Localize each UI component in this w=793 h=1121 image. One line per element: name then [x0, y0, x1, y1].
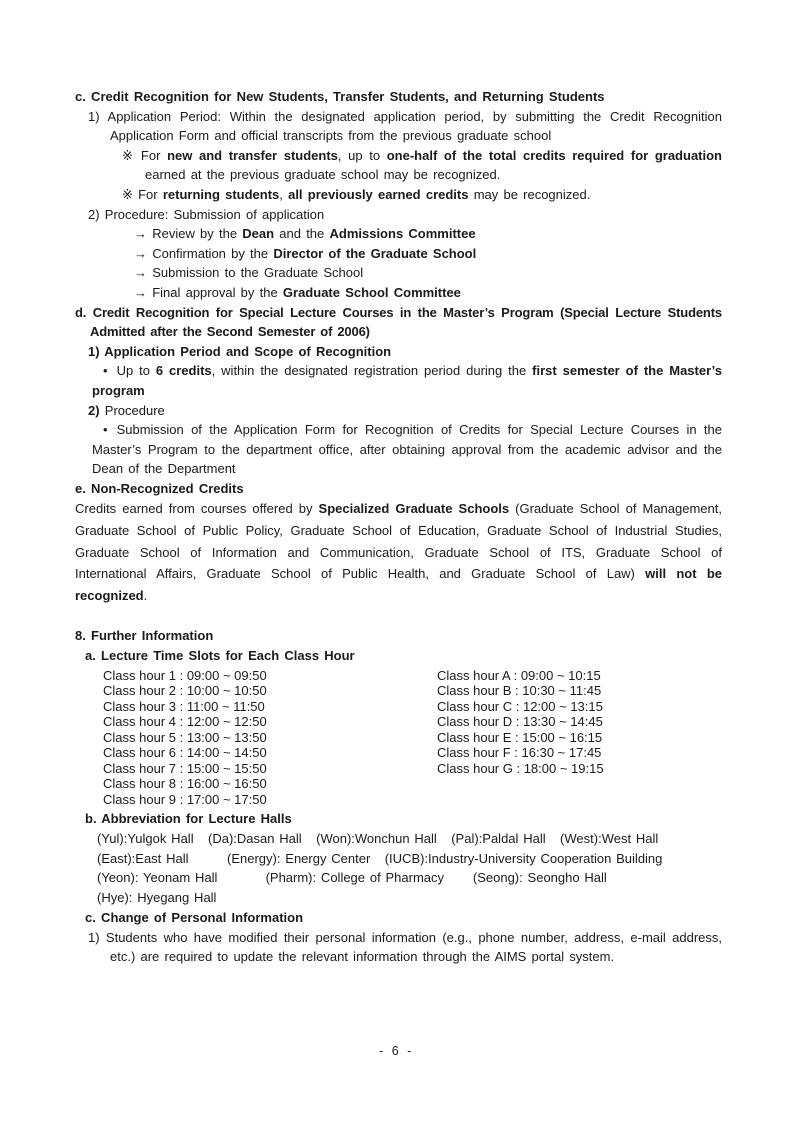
- item-1-application-scope: 1) Application Period and Scope of Recognition: [88, 343, 392, 359]
- class-hour-row: Class hour 2 : 10:00 ~ 10:50: [103, 683, 267, 699]
- class-hour-row: Class hour 4 : 12:00 ~ 12:50: [103, 714, 267, 730]
- class-hour-row: Class hour 3 : 11:00 ~ 11:50: [103, 698, 265, 714]
- item-1-personal-info: 1) Students who have modified their personal information (e.g., phone number, address, e-mail address, etc.) are required to update the relevant information through the AIMS portal system.: [88, 929, 722, 965]
- class-hour-row: Class hour 7 : 15:00 ~ 15:50: [103, 760, 267, 776]
- bullet-submission-form: • Submission of the Application Form for Recognition of Credits for Special Lecture Courses in the Master’s Program to the department office, after obtaining approval from the academic advisor and the Dean of the Department: [92, 422, 722, 477]
- section-d-heading: d. Credit Recognition for Special Lecture Courses in the Master’s Program (Special Lecture Students Admitted after the Second Semester of 2006): [75, 304, 722, 340]
- halls-line-3: (Yeon): Yeonam Hall (Pharm): College of Pharmacy (Seong): Seongho Hall: [97, 870, 607, 886]
- procedure-step-submission: → Submission to the Graduate School: [134, 265, 364, 281]
- class-hour-row: Class hour 6 : 14:00 ~ 14:50: [103, 745, 267, 761]
- class-hour-row: Class hour E : 15:00 ~ 16:15: [437, 729, 603, 745]
- class-hour-row: Class hour 8 : 16:00 ~ 16:50: [103, 776, 267, 792]
- document-body: [75, 87, 722, 967]
- procedure-step-confirmation: → Confirmation by the Director of the Graduate School: [134, 245, 477, 261]
- class-hour-row: Class hour F : 16:30 ~ 17:45: [437, 745, 602, 761]
- note-returning-students: ※ For returning students, all previously earned credits may be recognized.: [122, 186, 591, 202]
- halls-line-2: (East):East Hall (Energy): Energy Center (IUCB):Industry-University Cooperation Building: [97, 850, 663, 866]
- class-hour-table-left-column: [75, 668, 437, 808]
- class-hour-row: Class hour 5 : 13:00 ~ 13:50: [103, 729, 267, 745]
- procedure-step-review: → Review by the Dean and the Admissions Committee: [134, 226, 476, 242]
- class-hour-row: Class hour 1 : 09:00 ~ 09:50: [103, 667, 267, 683]
- page-number: - 6 -: [379, 1044, 414, 1058]
- class-hour-table-right-column: [437, 668, 722, 808]
- class-hour-row: Class hour 9 : 17:00 ~ 17:50: [103, 791, 267, 807]
- procedure-step-final-approval: → Final approval by the Graduate School Committee: [134, 284, 461, 300]
- class-hour-row: Class hour G : 18:00 ~ 19:15: [437, 760, 604, 776]
- class-hour-row: Class hour C : 12:00 ~ 13:15: [437, 698, 603, 714]
- bullet-icon: •: [103, 363, 108, 379]
- section-8-heading: 8. Further Information: [75, 628, 214, 644]
- section-gap: [75, 606, 722, 626]
- item-1-application-period: 1) Application Period: Within the designated application period, by submitting the Credit Recognition Application Form and official transcripts from the previous graduate school: [88, 108, 722, 144]
- section-8a-heading: a. Lecture Time Slots for Each Class Hour: [85, 648, 355, 664]
- bullet-six-credits: • Up to 6 credits, within the designated registration period during the first semester of the Master’s program: [92, 363, 722, 398]
- section-e-heading: e. Non-Recognized Credits: [75, 480, 244, 496]
- bullet-icon: •: [103, 422, 108, 438]
- class-hour-row: Class hour A : 09:00 ~ 10:15: [437, 667, 601, 683]
- note-new-transfer-students: ※ For new and transfer students, up to one-half of the total credits required for graduation earned at the previous graduate school may be recognized.: [122, 147, 722, 183]
- item-2-procedure-d: 2) Procedure: [88, 402, 165, 418]
- item-2-procedure: 2) Procedure: Submission of application: [88, 206, 325, 222]
- halls-line-1: (Yul):Yulgok Hall (Da):Dasan Hall (Won):Wonchun Hall (Pal):Paldal Hall (West):West Hall: [97, 830, 659, 846]
- non-recognized-credits-body: Credits earned from courses offered by Specialized Graduate Schools (Graduate School of Management, Graduate School of Public Policy, Graduate School of Education, Graduate School of Industrial Studies, Graduate School of Information and Communication, Graduate School of ITS, Graduate School of International Affairs, Graduate School of Public Health, and Graduate School of Law) will not be recognized.: [75, 501, 722, 603]
- class-hour-row: Class hour B : 10:30 ~ 11:45: [437, 683, 602, 699]
- section-8b-heading: b. Abbreviation for Lecture Halls: [85, 811, 292, 827]
- section-8c-heading: c. Change of Personal Information: [85, 909, 304, 925]
- class-hour-table: [75, 668, 722, 808]
- section-c-heading: c. Credit Recognition for New Students, Transfer Students, and Returning Students: [75, 89, 605, 104]
- halls-line-4: (Hye): Hyegang Hall: [97, 890, 217, 906]
- class-hour-row: Class hour D : 13:30 ~ 14:45: [437, 714, 603, 730]
